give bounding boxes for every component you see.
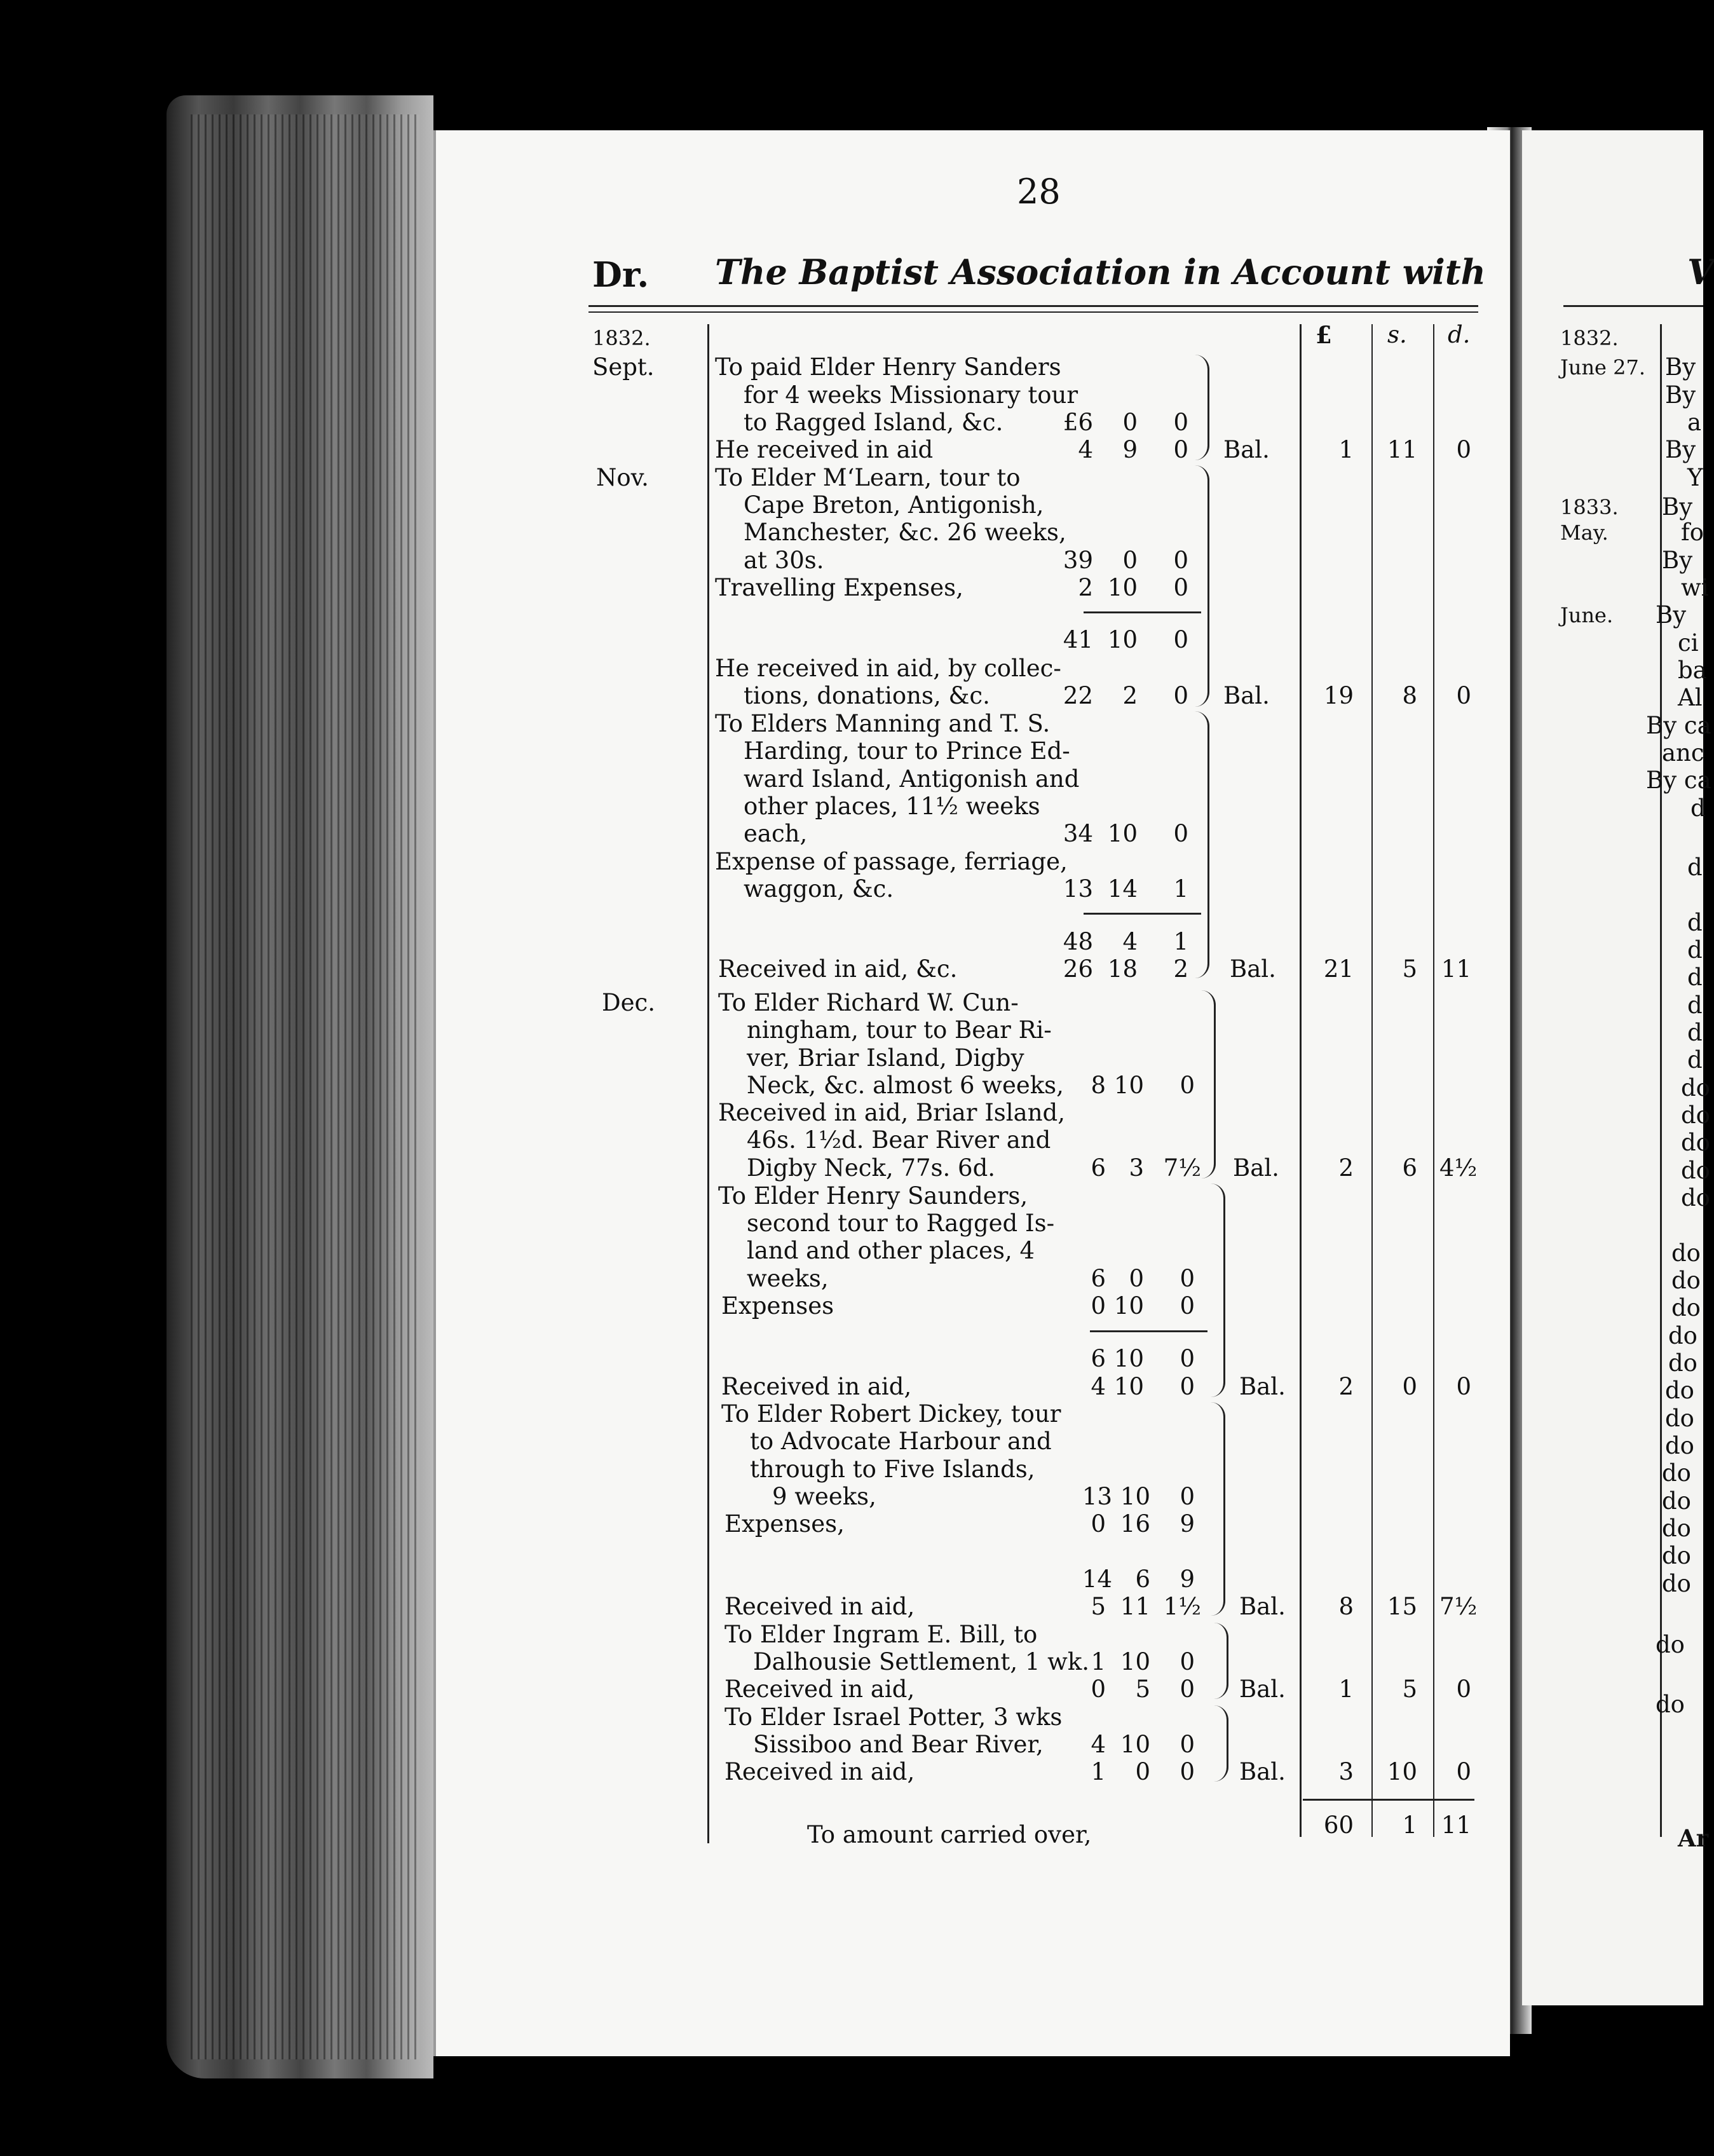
sum-rule xyxy=(1084,611,1201,613)
aid-pence: 0 xyxy=(1180,1373,1195,1400)
entry-line: Expenses xyxy=(721,1292,834,1320)
amount-pence: 0 xyxy=(1180,1072,1195,1099)
entry-line: Received in aid, xyxy=(724,1675,915,1703)
facing-date: May. xyxy=(1560,521,1609,545)
facing-fragment: fo xyxy=(1681,519,1704,546)
amount-pence: 0 xyxy=(1173,436,1188,463)
total-shillings: 5 xyxy=(1402,955,1417,983)
facing-fragment: d xyxy=(1690,795,1706,822)
balance-label: Bal. xyxy=(1239,1373,1286,1400)
page-title: The Baptist Association in Account with xyxy=(715,252,1486,292)
sum-pence: 0 xyxy=(1180,1345,1195,1372)
entry-line: To Elders Manning and T. S. xyxy=(715,710,1051,737)
total-shillings: 10 xyxy=(1387,1758,1417,1785)
entry-line: other places, 11½ weeks xyxy=(744,793,1040,820)
aid-shillings: 10 xyxy=(1113,1373,1144,1400)
aid-pounds: 22 xyxy=(1063,682,1093,709)
entry-line: through to Five Islands, xyxy=(750,1456,1035,1483)
amount-shillings: 10 xyxy=(1113,1292,1144,1320)
entry-line: Neck, &c. almost 6 weeks, xyxy=(747,1072,1064,1099)
sum-rule xyxy=(1090,1330,1207,1332)
amount-shillings: 10 xyxy=(1120,1648,1150,1675)
facing-fragment: do xyxy=(1671,1267,1701,1294)
facing-fragment: Ar xyxy=(1678,1824,1709,1852)
entry-line: Received in aid, xyxy=(724,1758,915,1785)
sum-pounds: 48 xyxy=(1063,928,1093,955)
amount-pence: 9 xyxy=(1180,1510,1195,1538)
carried-over-label: To amount carried over, xyxy=(807,1821,1092,1848)
amount-shillings: 14 xyxy=(1107,875,1138,903)
facing-fragment: do xyxy=(1662,1570,1691,1597)
aid-pounds: 6 xyxy=(1091,1154,1106,1182)
total-pence: 0 xyxy=(1456,682,1471,709)
facing-fragment: d xyxy=(1687,1019,1703,1046)
facing-fragment: By ca xyxy=(1646,767,1711,794)
facing-page xyxy=(1522,130,1703,2005)
carried-pence: 11 xyxy=(1441,1811,1471,1839)
total-pence: 0 xyxy=(1456,1758,1471,1785)
brace xyxy=(1195,711,1209,978)
entry-line: Harding, tour to Prince Ed- xyxy=(744,737,1070,765)
entry-line: Expenses, xyxy=(724,1510,845,1538)
amount-pence: 0 xyxy=(1180,1731,1195,1758)
entry-line: waggon, &c. xyxy=(744,875,894,903)
facing-fragment: By xyxy=(1665,381,1696,409)
total-pounds: 19 xyxy=(1323,682,1354,709)
sum-shillings: 10 xyxy=(1113,1345,1144,1372)
facing-fragment: anc xyxy=(1662,739,1704,767)
entry-line: Sissiboo and Bear River, xyxy=(753,1731,1044,1758)
header-rule xyxy=(588,305,1478,307)
amount-pounds: 4 xyxy=(1078,436,1093,463)
entry-line: To paid Elder Henry Sanders xyxy=(715,353,1061,381)
amount-shillings: 10 xyxy=(1120,1483,1150,1510)
amount-pence: 0 xyxy=(1173,574,1188,601)
entry-line: tions, donations, &c. xyxy=(744,682,990,709)
facing-fragment: d xyxy=(1687,854,1703,881)
facing-fragment: By xyxy=(1665,353,1696,381)
balance-label: Bal. xyxy=(1223,436,1270,463)
total-shillings: 15 xyxy=(1387,1593,1417,1620)
amount-pounds: 13 xyxy=(1082,1483,1112,1510)
year-label: 1832. xyxy=(592,326,651,350)
entry-line: He received in aid, by collec- xyxy=(715,655,1061,682)
aid-pounds: 1 xyxy=(1091,1758,1106,1785)
page-edges xyxy=(191,114,419,2059)
total-pounds: 2 xyxy=(1338,1154,1354,1182)
total-pence: 0 xyxy=(1456,1373,1471,1400)
aid-pence: 2 xyxy=(1173,955,1188,983)
aid-shillings: 2 xyxy=(1122,682,1138,709)
total-shillings: 5 xyxy=(1402,1675,1417,1703)
facing-fragment: Al xyxy=(1678,684,1703,711)
entry-line: Received in aid, xyxy=(724,1593,915,1620)
amount-pence: 1 xyxy=(1173,875,1188,903)
aid-shillings: 3 xyxy=(1129,1154,1144,1182)
total-shillings: 8 xyxy=(1402,682,1417,709)
date-column-rule xyxy=(707,324,709,1843)
aid-pounds: 26 xyxy=(1063,955,1093,983)
aid-pence: 7½ xyxy=(1163,1154,1201,1182)
amount-pounds: £6 xyxy=(1063,409,1093,436)
balance-label: Bal. xyxy=(1239,1758,1286,1785)
facing-fragment: a xyxy=(1687,409,1702,436)
sum-pence: 9 xyxy=(1180,1566,1195,1593)
page-number: 28 xyxy=(1017,172,1061,212)
facing-fragment: wi xyxy=(1681,574,1709,601)
sum-pence: 1 xyxy=(1173,928,1188,955)
facing-fragment: Y xyxy=(1687,464,1703,491)
aid-pence: 0 xyxy=(1180,1758,1195,1785)
entry-line: weeks, xyxy=(747,1265,829,1292)
entry-line: to Advocate Harbour and xyxy=(750,1428,1052,1455)
total-shillings: 11 xyxy=(1387,436,1417,463)
facing-fragment: do xyxy=(1681,1074,1710,1102)
amount-shillings: 10 xyxy=(1107,574,1138,601)
shillings-column-rule xyxy=(1371,324,1373,1837)
brace xyxy=(1214,1623,1228,1699)
facing-fragment: By ca xyxy=(1646,712,1711,739)
facing-fragment: ba xyxy=(1678,657,1707,684)
facing-fragment: do xyxy=(1668,1349,1697,1377)
aid-shillings: 11 xyxy=(1120,1593,1150,1620)
amount-shillings: 0 xyxy=(1129,1265,1144,1292)
facing-fragment: By xyxy=(1665,436,1696,463)
entry-line: Cape Breton, Antigonish, xyxy=(744,491,1044,519)
aid-shillings: 5 xyxy=(1135,1675,1150,1703)
amount-pounds: 0 xyxy=(1091,1510,1106,1538)
brace xyxy=(1201,990,1216,1178)
amount-pence: 0 xyxy=(1173,547,1188,574)
month-sept: Sept. xyxy=(592,353,655,381)
month-dec: Dec. xyxy=(602,989,656,1016)
facing-fragment: do xyxy=(1662,1542,1691,1569)
sum-pence: 0 xyxy=(1173,626,1188,653)
brace xyxy=(1214,1705,1228,1782)
facing-fragment: do xyxy=(1681,1157,1710,1184)
pence-column-rule xyxy=(1433,324,1434,1837)
amount-shillings: 10 xyxy=(1107,820,1138,847)
facing-fragment: do xyxy=(1665,1432,1694,1459)
facing-fragment: d xyxy=(1687,964,1703,991)
balance-label: Bal. xyxy=(1233,1154,1279,1182)
amount-shillings: 0 xyxy=(1122,409,1138,436)
pounds-header: £ xyxy=(1316,321,1332,349)
sum-pounds: 41 xyxy=(1063,626,1093,653)
brace xyxy=(1195,465,1209,707)
total-shillings: 0 xyxy=(1402,1373,1417,1400)
brace xyxy=(1195,355,1209,460)
facing-date: June. xyxy=(1560,603,1614,627)
entry-line: To Elder Israel Potter, 3 wks xyxy=(724,1703,1063,1731)
entry-line: Digby Neck, 77s. 6d. xyxy=(747,1154,996,1182)
facing-fragment: do xyxy=(1662,1515,1691,1542)
aid-pounds: 4 xyxy=(1091,1373,1106,1400)
entry-line: To Elder M‘Learn, tour to xyxy=(715,464,1021,491)
carried-pounds: 60 xyxy=(1323,1811,1354,1839)
facing-fragment: do xyxy=(1681,1129,1710,1156)
carried-shillings: 1 xyxy=(1402,1811,1417,1839)
facing-date: 1833. xyxy=(1560,495,1619,519)
aid-pence: 0 xyxy=(1173,682,1188,709)
entry-line: Received in aid, Briar Island, xyxy=(718,1099,1065,1126)
entry-line: Expense of passage, ferriage, xyxy=(715,848,1068,875)
sum-shillings: 4 xyxy=(1122,928,1138,955)
aid-pounds: 0 xyxy=(1091,1675,1106,1703)
facing-fragment: By xyxy=(1656,601,1687,629)
balance-label: Bal. xyxy=(1239,1675,1286,1703)
entry-line: for 4 weeks Missionary tour xyxy=(744,381,1078,409)
entry-line: Manchester, &c. 26 weeks, xyxy=(744,519,1066,546)
facing-fragment: ci xyxy=(1678,629,1699,657)
amount-pounds: 4 xyxy=(1091,1731,1106,1758)
total-shillings: 6 xyxy=(1402,1154,1417,1182)
amount-pence: 0 xyxy=(1180,1483,1195,1510)
facing-fragment: do xyxy=(1662,1487,1691,1515)
entry-line: second tour to Ragged Is- xyxy=(747,1210,1055,1237)
amount-pounds: 6 xyxy=(1091,1265,1106,1292)
entry-line: land and other places, 4 xyxy=(747,1237,1035,1264)
header-rule-2 xyxy=(588,311,1478,313)
amount-shillings: 16 xyxy=(1120,1510,1150,1538)
month-nov: Nov. xyxy=(596,464,649,491)
sum-shillings: 10 xyxy=(1107,626,1138,653)
facing-fragment: do xyxy=(1671,1294,1701,1321)
entry-line: 46s. 1½d. Bear River and xyxy=(747,1126,1051,1154)
facing-fragment: do xyxy=(1656,1691,1685,1718)
amount-shillings: 0 xyxy=(1122,547,1138,574)
sum-pounds: 6 xyxy=(1091,1345,1106,1372)
amount-pounds: 8 xyxy=(1091,1072,1106,1099)
total-pence: 0 xyxy=(1456,1675,1471,1703)
sum-shillings: 6 xyxy=(1135,1566,1150,1593)
amount-pence: 0 xyxy=(1180,1265,1195,1292)
entry-line: Received in aid, xyxy=(721,1373,912,1400)
entry-line: ver, Briar Island, Digby xyxy=(747,1044,1024,1072)
total-pence: 7½ xyxy=(1439,1593,1478,1620)
amount-pence: 0 xyxy=(1180,1292,1195,1320)
facing-fragment: do xyxy=(1656,1631,1685,1658)
amount-pounds: 39 xyxy=(1063,547,1093,574)
amount-pounds: 0 xyxy=(1091,1292,1106,1320)
aid-shillings: 18 xyxy=(1107,955,1138,983)
brace xyxy=(1211,1184,1225,1397)
pence-header: d. xyxy=(1448,321,1471,348)
entry-line: Travelling Expenses, xyxy=(715,574,963,601)
facing-fragment: d xyxy=(1687,992,1703,1019)
facing-fragment: do xyxy=(1665,1405,1694,1432)
aid-pence: 0 xyxy=(1180,1675,1195,1703)
aid-pence: 1½ xyxy=(1163,1593,1201,1620)
facing-date: 1832. xyxy=(1560,326,1619,350)
brace xyxy=(1211,1402,1225,1616)
balance-label: Bal. xyxy=(1223,682,1270,709)
total-pounds: 3 xyxy=(1338,1758,1354,1785)
total-pounds: 1 xyxy=(1338,436,1354,463)
total-pence: 11 xyxy=(1441,955,1471,983)
facing-fragment: do xyxy=(1668,1322,1697,1349)
amount-pence: 0 xyxy=(1173,820,1188,847)
amount-shillings: 10 xyxy=(1113,1072,1144,1099)
amount-pounds: 34 xyxy=(1063,820,1093,847)
amount-pence: 0 xyxy=(1180,1648,1195,1675)
facing-fragment: d xyxy=(1687,909,1703,936)
shillings-header: s. xyxy=(1387,321,1407,348)
entry-line: ward Island, Antigonish and xyxy=(744,765,1080,793)
total-pounds: 2 xyxy=(1338,1373,1354,1400)
sum-pounds: 14 xyxy=(1082,1566,1112,1593)
total-pence: 0 xyxy=(1456,436,1471,463)
facing-fragment: d xyxy=(1687,936,1703,964)
balance-label: Bal. xyxy=(1239,1593,1286,1620)
amount-shillings: 10 xyxy=(1120,1731,1150,1758)
entry-line: to Ragged Island, &c. xyxy=(744,409,1003,436)
balance-label: Bal. xyxy=(1230,955,1276,983)
entry-line: ningham, tour to Bear Ri- xyxy=(747,1016,1052,1044)
total-rule xyxy=(1303,1799,1474,1801)
amount-pounds: 2 xyxy=(1078,574,1093,601)
facing-header-rule xyxy=(1563,305,1703,307)
facing-fragment: do xyxy=(1681,1184,1710,1211)
entry-line: at 30s. xyxy=(744,547,824,574)
amount-shillings: 9 xyxy=(1122,436,1138,463)
total-pounds: 8 xyxy=(1338,1593,1354,1620)
entry-line: To Elder Ingram E. Bill, to xyxy=(724,1621,1038,1648)
aid-shillings: 0 xyxy=(1135,1758,1150,1785)
amount-pounds: 13 xyxy=(1063,875,1093,903)
facing-fragment: By xyxy=(1662,547,1693,574)
entry-line: Received in aid, &c. xyxy=(718,955,958,983)
dr-label: Dr. xyxy=(592,254,650,295)
entry-line: He received in aid xyxy=(715,436,934,463)
aid-pounds: 5 xyxy=(1091,1593,1106,1620)
entry-line: To Elder Henry Saunders, xyxy=(718,1182,1028,1210)
facing-fragment: do xyxy=(1671,1239,1701,1267)
facing-fragment: By xyxy=(1662,493,1693,521)
entry-line: each, xyxy=(744,820,808,847)
amount-pence: 0 xyxy=(1173,409,1188,436)
total-pounds: 1 xyxy=(1338,1675,1354,1703)
total-pence: 4½ xyxy=(1439,1154,1478,1182)
entry-line: Dalhousie Settlement, 1 wk. xyxy=(753,1648,1090,1675)
sum-rule xyxy=(1084,913,1201,915)
entry-line: To Elder Robert Dickey, tour xyxy=(721,1400,1061,1428)
facing-fragment: do xyxy=(1662,1459,1691,1487)
facing-fragment: do xyxy=(1665,1377,1694,1404)
total-pounds: 21 xyxy=(1323,955,1354,983)
amount-pounds: 1 xyxy=(1091,1648,1106,1675)
entry-line: To Elder Richard W. Cun- xyxy=(718,989,1019,1016)
entry-line: 9 weeks, xyxy=(772,1483,876,1510)
facing-date: June 27. xyxy=(1560,355,1646,379)
facing-title-fragment: V xyxy=(1687,252,1714,292)
facing-fragment: do xyxy=(1681,1102,1710,1129)
facing-fragment: d xyxy=(1687,1046,1703,1074)
